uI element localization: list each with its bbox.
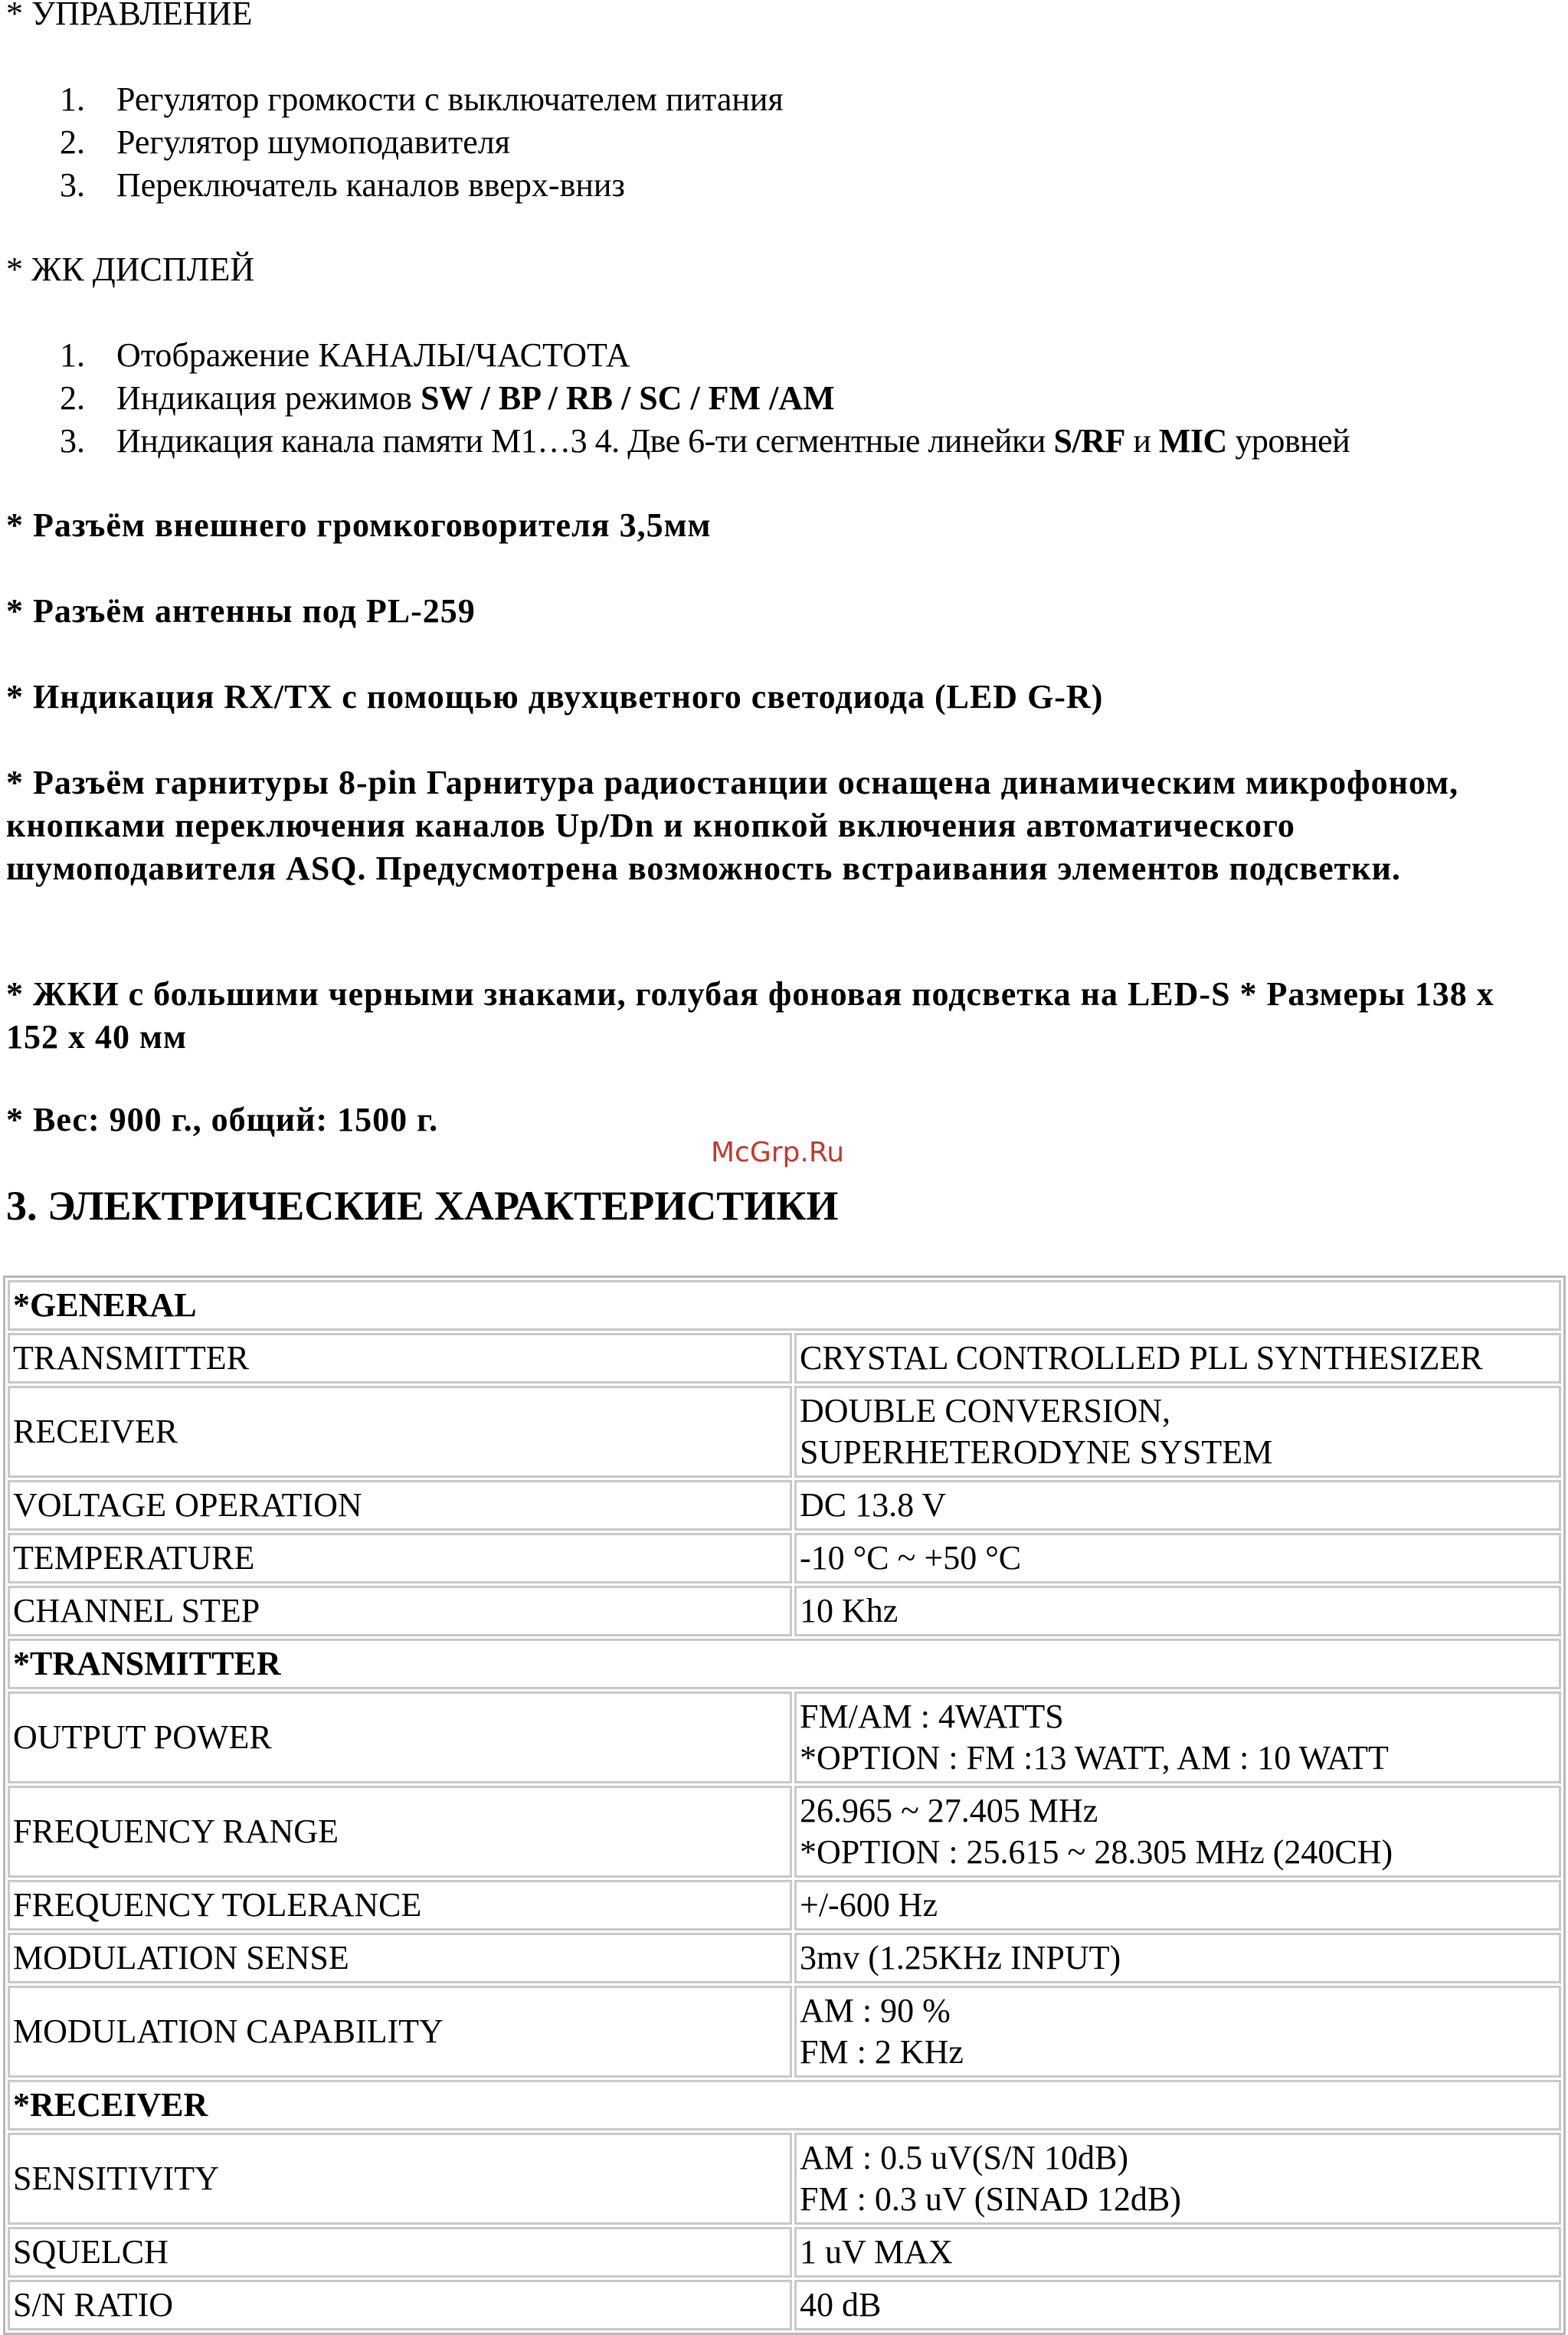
table-row <box>8 1480 1561 1531</box>
spec-table <box>3 1276 1566 2335</box>
spec-key: TEMPERATURE <box>8 1533 792 1583</box>
section-title: 3. ЭЛЕКТРИЧЕСКИЕ ХАРАКТЕРИСТИКИ <box>6 1183 839 1229</box>
lcd-item-3-suffix: уровней <box>1226 422 1350 460</box>
spec-value: DOUBLE CONVERSION, SUPERHETERODYNE SYSTEM <box>794 1386 1561 1478</box>
spec-value: -10 °C ~ +50 °C <box>794 1533 1561 1583</box>
spec-value: 3mv (1.25KHz INPUT) <box>794 1933 1561 1983</box>
watermark: McGrp.Ru <box>711 1137 845 1168</box>
spec-key: RECEIVER <box>8 1386 792 1478</box>
lcd-mic: MIC <box>1158 422 1227 460</box>
feature-speaker-jack: * Разъём внешнего громкоговорителя 3,5мм <box>6 506 712 544</box>
spec-value: DC 13.8 V <box>794 1480 1561 1531</box>
section-receiver: *RECEIVER <box>8 2080 1561 2130</box>
table-row <box>8 1933 1561 1983</box>
table-row <box>8 2280 1561 2330</box>
control-item-1: Регулятор громкости с выключателем питания <box>116 80 784 118</box>
spec-key: OUTPUT POWER <box>8 1691 792 1783</box>
table-row <box>8 2133 1561 2225</box>
table-row <box>8 1986 1561 2078</box>
section-general: *GENERAL <box>8 1280 1561 1331</box>
spec-value: 10 Khz <box>794 1586 1561 1636</box>
table-row <box>8 2227 1561 2278</box>
feature-weight: * Вес: 900 г., общий: 1500 г. <box>6 1101 439 1138</box>
lcd-modes: SW / BP / RB / SC / FM /AM <box>420 379 835 417</box>
table-row <box>8 1586 1561 1636</box>
spec-key: S/N RATIO <box>8 2280 792 2330</box>
feature-lcd-size: * ЖКИ с большими черными знаками, голубая фоновая подсветка на LED-S * Размеры 138 х 152 х 40 мм <box>6 975 1494 1056</box>
feature-headset-jack: * Разъём гарнитуры 8-pin Гарнитура радиостанции оснащена динамическим микрофоном, кнопками переключения каналов Up/Dn и кнопкой включения автоматического шумоподавителя ASQ. Предусмотрена возможность встраивания элементов подсветки. <box>6 764 1459 887</box>
spec-key: TRANSMITTER <box>8 1333 792 1384</box>
feature-antenna-jack: * Разъём антенны под PL-259 <box>6 592 476 630</box>
spec-key: MODULATION SENSE <box>8 1933 792 1983</box>
table-row <box>8 1333 1561 1384</box>
spec-value: AM : 90 % FM : 2 KHz <box>794 1986 1561 2078</box>
table-row <box>8 2080 1561 2130</box>
lcd-and: и <box>1124 422 1159 460</box>
spec-value: +/-600 Hz <box>794 1880 1561 1931</box>
table-row <box>8 1880 1561 1931</box>
spec-key: MODULATION CAPABILITY <box>8 1986 792 2078</box>
spec-value: FM/AM : 4WATTS *OPTION : FM :13 WATT, AM : 10 WATT <box>794 1691 1561 1783</box>
spec-value: 26.965 ~ 27.405 MHz *OPTION : 25.615 ~ 28.305 MHz (240CH) <box>794 1786 1561 1878</box>
table-row <box>8 1386 1561 1478</box>
lcd-item-3-prefix: Индикация канала памяти М1…3 4. Две 6-ти сегментные линейки <box>116 422 1054 460</box>
control-item-3: Переключатель каналов вверх-вниз <box>116 166 625 204</box>
table-row <box>8 1639 1561 1689</box>
lcd-srf: S/RF <box>1053 422 1125 460</box>
lcd-item-1: Отображение КАНАЛЫ/ЧАСТОТА <box>116 336 630 374</box>
spec-value: 40 dB <box>794 2280 1561 2330</box>
table-row <box>8 1691 1561 1783</box>
spec-value: CRYSTAL CONTROLLED PLL SYNTHESIZER <box>794 1333 1561 1384</box>
spec-value: 1 uV MAX <box>794 2227 1561 2278</box>
table-row <box>8 1533 1561 1583</box>
spec-key: SENSITIVITY <box>8 2133 792 2225</box>
section-transmitter: *TRANSMITTER <box>8 1639 1561 1689</box>
table-row <box>8 1786 1561 1878</box>
feature-rx-tx-led: * Индикация RX/TX с помощью двухцветного светодиода (LED G-R) <box>6 678 1104 716</box>
spec-key: FREQUENCY TOLERANCE <box>8 1880 792 1931</box>
document-page: * УПРАВЛЕНИЕ 1. Регулятор громкости с выключателем питания 2. Регулятор шумоподавителя 3. Переключатель каналов вверх-вниз * ЖК ДИСПЛЕЙ 1. Отображение КАНАЛЫ/ЧАСТОТА 2. Индикация режимов SW / BP / RB / SC / FM /AM 3. Индикация канала памяти М1…3 4. Две 6-ти сегментные линейки S/RF и MIC уровней * Разъём внешнего громкоговорителя 3,5мм * Разъём антенны под PL-259 * Индикация RX/TX с помощью двухцветного светодиода (LED G-R) * Разъём гарнитуры 8-pin Гарнитура радиостанции оснащена динамическим микрофоном, кнопками переключения каналов Up/Dn и кнопкой включения автоматического шумоподавителя ASQ. Предусмотрена возможность встраивания элементов подсветки. * ЖКИ с большими черными знаками, голубая фоновая подсветка на LED-S * Размеры 138 х 152 х 40 мм * Вес: 900 г., общий: 1500 г. McGrp.Ru 3. ЭЛЕКТРИЧЕСКИЕ ХАРАКТЕРИСТИКИ *GENERAL TRANSMITTER CRYSTAL CONTROLLED PLL SYNTHESIZER RECEIVER DOUBLE CONVERSION, SUPERHETERODYNE SYSTEM VOLTAGE OPERATION DC 13.8 V TEMPERATURE -10 °C ~ +50 °C CHANNEL STEP 10 Khz *TRANSMITTER OUTPUT POWER FM/AM : 4WATTS *OPTION : FM :13 WATT, AM : 10 WATT FREQUENCY RANGE 26.965 ~ 27.405 MHz *OPTION : 25.615 ~ 28.305 MHz (240CH) FREQUENCY TOLERANCE +/-600 Hz MODULATION SENSE 3mv (1.25KHz INPUT) MODULATION CAPABILITY AM : 90 % FM : 2 KHz *RECEIVER SENSITIVITY AM : 0.5 uV(S/N 10dB) FM : 0.3 uV (SINAD 12dB) SQUELCH 1 uV MAX S/N RATIO 40 dB <box>0 0 1568 2313</box>
spec-key: FREQUENCY RANGE <box>8 1786 792 1878</box>
spec-key: VOLTAGE OPERATION <box>8 1480 792 1531</box>
lcd-heading: * ЖК ДИСПЛЕЙ <box>6 251 255 288</box>
table-row <box>8 1280 1561 1331</box>
control-heading: * УПРАВЛЕНИЕ <box>6 0 253 32</box>
spec-key: CHANNEL STEP <box>8 1586 792 1636</box>
spec-value: AM : 0.5 uV(S/N 10dB) FM : 0.3 uV (SINAD 12dB) <box>794 2133 1561 2225</box>
spec-key: SQUELCH <box>8 2227 792 2278</box>
control-item-2: Регулятор шумоподавителя <box>116 123 510 161</box>
lcd-item-2-prefix: Индикация режимов <box>116 379 421 417</box>
